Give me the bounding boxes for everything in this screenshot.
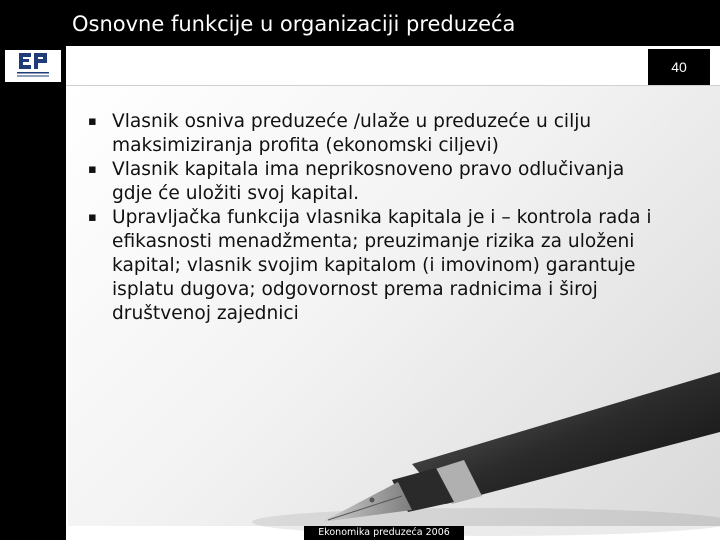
square-bullet-icon: ▪ bbox=[88, 114, 97, 129]
bullet-text: Vlasnik kapitala ima neprikosnoveno pravo odlučivanja gdje će uložiti svoj kapital. bbox=[112, 158, 625, 204]
bullet-list bbox=[88, 110, 658, 326]
bullet-item bbox=[88, 110, 658, 158]
header-band bbox=[66, 49, 720, 86]
bullet-item bbox=[88, 206, 658, 326]
ep-logo-icon bbox=[5, 50, 61, 82]
page-number-label: 40 bbox=[671, 59, 687, 75]
bullet-item bbox=[88, 158, 658, 206]
square-bullet-icon: ▪ bbox=[88, 209, 97, 225]
page-number bbox=[648, 49, 710, 85]
fountain-pen-image bbox=[232, 372, 720, 540]
footer-label: Ekonomika preduzeća 2006 bbox=[304, 526, 464, 540]
bullet-text: Upravljačka funkcija vlasnika kapitala je i – kontrola rada i efikasnosti menadžmenta; preuzimanje rizika za uloženi kapital; vlasnik svojim kapitalom (i imovinom) garantuje isplatu dugova; odgovornost prema radnicima i široj društvenoj zajednici bbox=[112, 206, 652, 324]
slide-title: Osnovne funkcije u organizaciji preduzeća bbox=[72, 12, 516, 36]
square-bullet-icon: ▪ bbox=[88, 161, 97, 177]
bullet-text: Vlasnik osniva preduzeće /ulaže u preduzeće u cilju maksimiziranja profita (ekonomski ciljevi) bbox=[112, 111, 592, 156]
company-logo bbox=[5, 50, 61, 82]
